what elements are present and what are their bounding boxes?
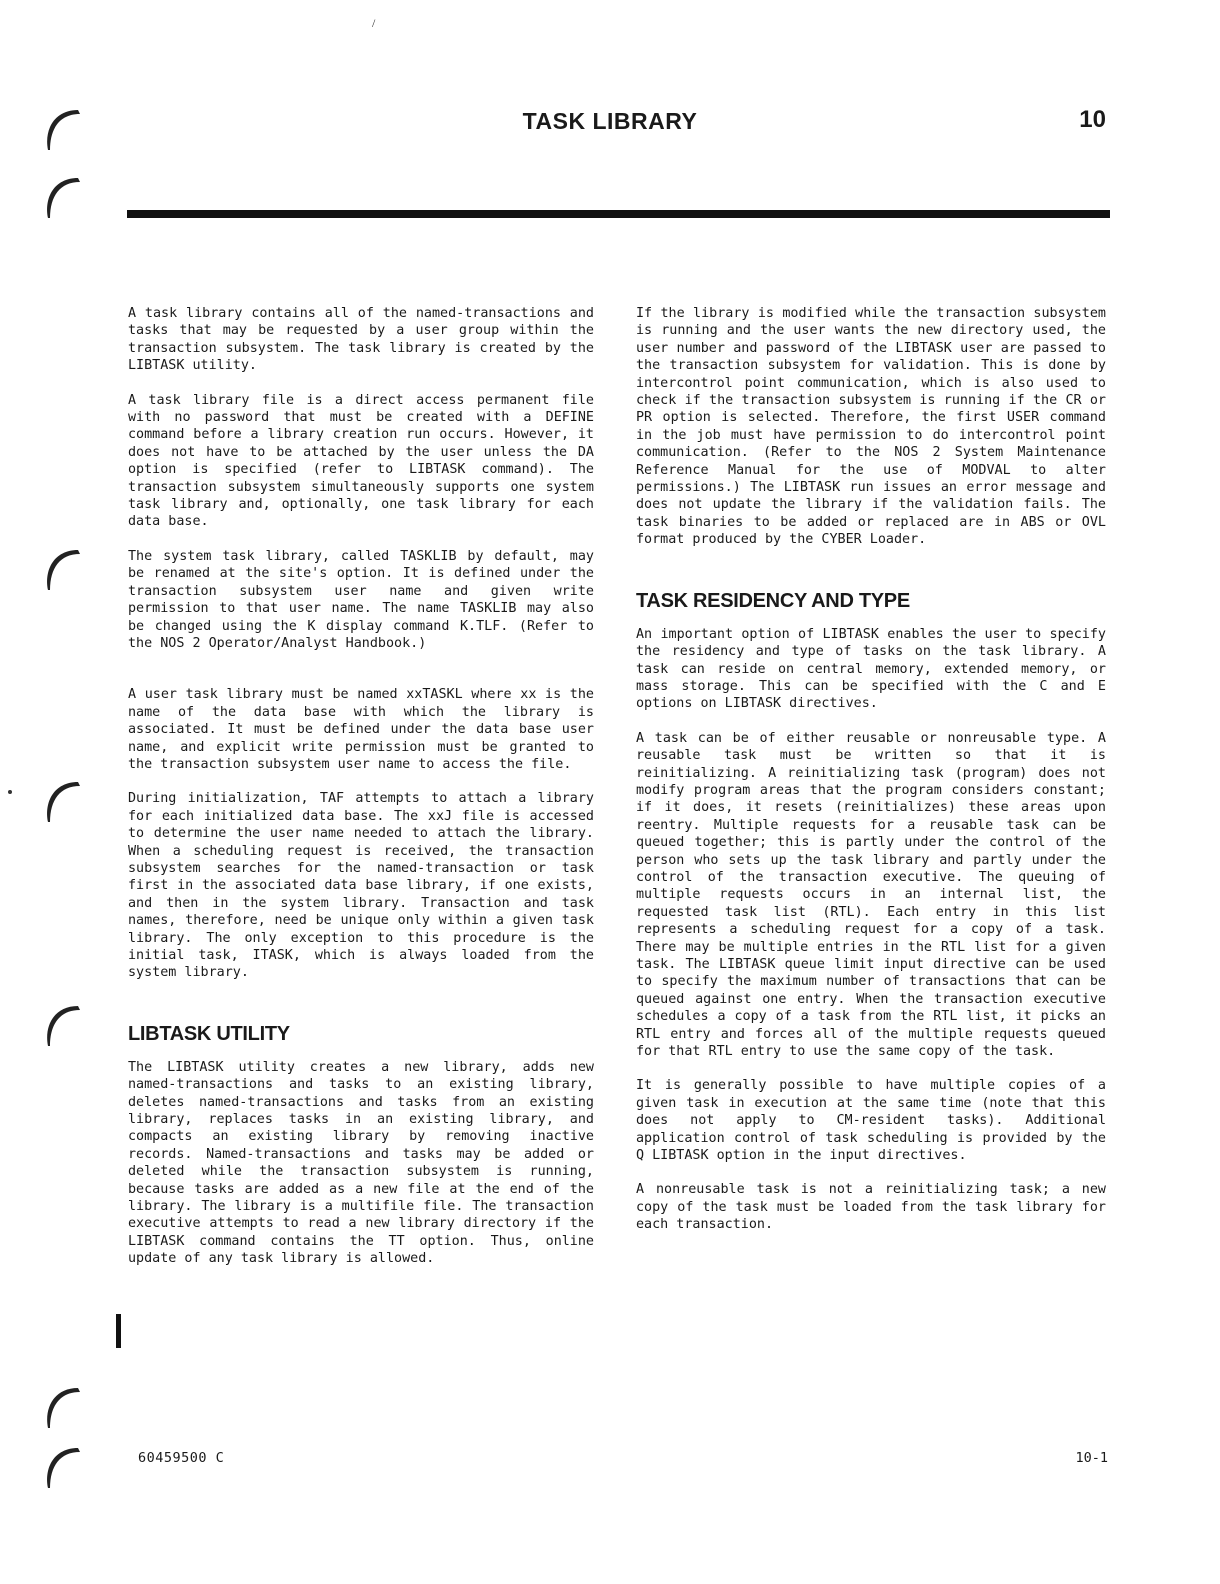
paragraph: During initialization, TAF attempts to attach a library for each initialized data base. The xxJ file is accessed to determine the user name needed to attach the library. When a scheduling request is received, the transaction subsystem searches for the named-transaction or task first in the associated data base library, if one exists, and then in the system library. Transaction and task names, therefore, need be unique only within a given task library. The only exception to this procedure is the initial task, ITASK, which is always loaded from the system library. bbox=[128, 791, 594, 981]
page-number: 10-1 bbox=[1075, 1450, 1108, 1466]
paragraph: If the library is modified while the transaction subsystem is running and the user wants the new directory used, the user number and password of the LIBTASK user are passed to the transaction subsystem for validation. This is done by intercontrol point communication, which is also used to check if the transaction subsystem is running if the CR or PR option is selected. Therefore, the first USER command in the job must have permission to do intercontrol point communication. (Refer to the NOS 2 System Maintenance Reference Manual for the use of MODVAL to alter permissions.) The LIBTASK run issues an error message and does not update the library if the validation fails. The task binaries to be added or replaced are in ABS or OVL format produced by the CYBER Loader. bbox=[636, 306, 1106, 548]
document-number: 60459500 C bbox=[138, 1450, 225, 1466]
paragraph: A user task library must be named xxTASKL where xx is the name of the data base with which the library is associated. It must be defined under the data base user name, and explicit write permission must be granted to the transaction subsystem user name to access the file. bbox=[128, 687, 594, 772]
binder-hole-mark bbox=[38, 1438, 86, 1492]
stray-dot bbox=[8, 790, 12, 794]
left-column bbox=[128, 305, 594, 1285]
paragraph: A task library contains all of the named-transactions and tasks that may be requested by a user group within the transaction subsystem. The task library is created by the LIBTASK utility. bbox=[128, 306, 594, 374]
stray-mark: / bbox=[372, 16, 376, 30]
paragraph: An important option of LIBTASK enables the user to specify the residency and type of tasks on the task library. A task can reside on central memory, extended memory, or mass storage. This can be specified with the C and E options on LIBTASK directives. bbox=[636, 626, 1106, 712]
paragraph: A task can be of either reusable or nonreusable type. A reusable task must be written so that it is reinitializing. A reinitializing task (program) does not modify program areas that the program considers constant; if it does, it resets (reinitializes) these areas upon reentry. Multiple requests for a reusable task can be queued together; this is partly under the control of the person who sets up the task library and partly under the control of the transaction executive. The queuing of multiple requests occurs in an internal list, the requested task list (RTL). Each entry in this list represents a scheduling request for a copy of a task. There may be multiple entries in the RTL list for a given task. The LIBTASK queue limit input directive can be used to specify the maximum number of transactions that can be queued against one entry. When the transaction executive schedules a copy of a task from the RTL list, it picks an RTL entry and forces all of the multiple requests queued for that RTL entry to use the same copy of the task. bbox=[636, 730, 1106, 1060]
binder-hole-mark bbox=[38, 996, 86, 1050]
binder-hole-mark bbox=[38, 540, 86, 594]
change-bar bbox=[116, 1314, 121, 1348]
header-rule bbox=[127, 210, 1110, 218]
page-title: TASK LIBRARY bbox=[522, 108, 698, 134]
paragraph: It is generally possible to have multiple copies of a given task in execution at the same time (note that this does not apply to CM-resident tasks). Additional application control of task scheduling is provided by the Q LIBTASK option in the input directives. bbox=[636, 1078, 1106, 1164]
section-heading-task-residency: TASK RESIDENCY AND TYPE bbox=[636, 589, 910, 612]
section-heading-libtask-utility: LIBTASK UTILITY bbox=[128, 1022, 290, 1045]
right-column bbox=[636, 305, 1106, 1251]
binder-hole-mark bbox=[38, 168, 86, 222]
binder-hole-mark bbox=[38, 772, 86, 826]
binder-hole-mark bbox=[38, 1378, 86, 1432]
chapter-number: 10 bbox=[1079, 106, 1106, 133]
paragraph: The LIBTASK utility creates a new library, adds new named-transactions and tasks to an existing library, deletes named-transactions and tasks from an existing library, replaces tasks in an existing library, and compacts an existing library by removing inactive records. Named-transactions and tasks may be added or deleted while the transaction subsystem is running, because tasks are added as a new file at the end of the library. The library is a multifile file. The transaction executive attempts to read a new library directory if the LIBTASK command contains the TT option. Thus, online update of any task library is allowed. bbox=[128, 1059, 594, 1267]
paragraph: The system task library, called TASKLIB by default, may be renamed at the site's option. It is defined under the transaction subsystem user name and given write permission to that user name. The name TASKLIB may also be changed using the K display command K.TLF. (Refer to the NOS 2 Operator/Analyst Handbook.) bbox=[128, 548, 594, 651]
paragraph: A task library file is a direct access permanent file with no password that must be created with a DEFINE command before a library creation run occurs. However, it does not have to be attached by the user unless the DA option is specified (refer to LIBTASK command). The transaction subsystem simultaneously supports one system task library and, optionally, one task library for each data base. bbox=[128, 392, 594, 530]
paragraph: A nonreusable task is not a reinitializing task; a new copy of the task must be loaded from the task library for each transaction. bbox=[636, 1182, 1106, 1233]
